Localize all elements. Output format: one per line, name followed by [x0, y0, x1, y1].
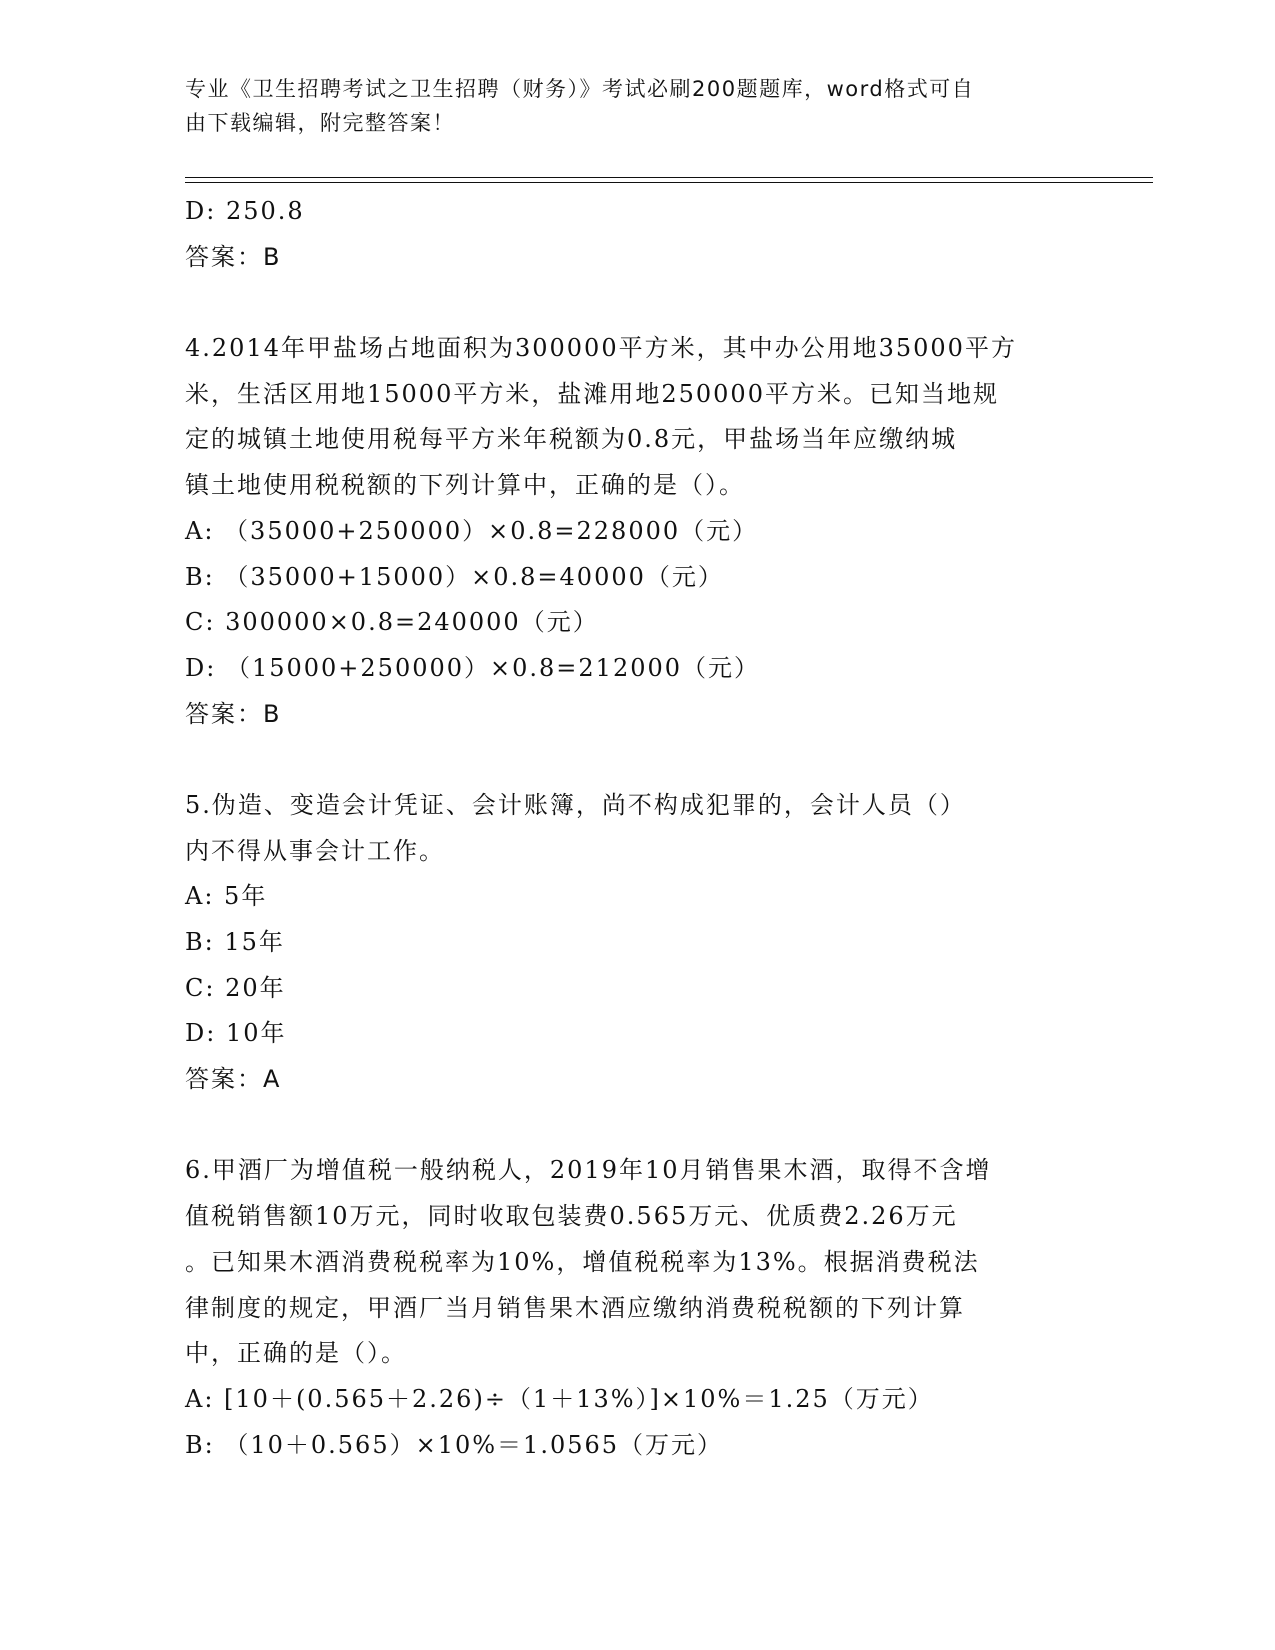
answer-line: 答案：B	[185, 699, 282, 728]
spacer	[185, 1103, 1085, 1149]
header-divider-bottom	[185, 182, 1153, 183]
question-stem-line: 内不得从事会计工作。	[185, 836, 445, 865]
option-c: C: 20年	[185, 973, 286, 1002]
option-b: B: （10＋0.565）×10%＝1.0565（万元）	[185, 1430, 724, 1459]
document-body	[185, 189, 1085, 1468]
question-stem-line: 定的城镇土地使用税每平方米年税额为0.8元，甲盐场当年应缴纳城	[185, 425, 958, 454]
question-4	[185, 326, 1085, 737]
question-stem-line: 5.伪造、变造会计凭证、会计账簿，尚不构成犯罪的，会计人员（）	[185, 790, 966, 819]
question-stem-line: 镇土地使用税税额的下列计算中，正确的是（）。	[185, 471, 745, 500]
question-stem-line: 6.甲酒厂为增值税一般纳税人，2019年10月销售果木酒，取得不含增	[185, 1156, 992, 1185]
question-stem-line: 中，正确的是（）。	[185, 1339, 407, 1368]
answer-line: 答案：A	[185, 1065, 282, 1094]
header-line-1: 专业《卫生招聘考试之卫生招聘（财务）》考试必刷200题题库，word格式可自	[185, 77, 975, 101]
question-stem-line: 4.2014年甲盐场占地面积为300000平方米，其中办公用地35000平方	[185, 334, 1017, 363]
option-d: D: （15000+250000）×0.8=212000（元）	[185, 653, 761, 682]
question-5	[185, 783, 1085, 1103]
header-line-2: 由下载编辑，附完整答案！	[185, 111, 455, 135]
option-b: B: （35000+15000）×0.8=40000（元）	[185, 562, 724, 591]
option-a: A: 5年	[185, 882, 268, 911]
option-a: A: [10＋(0.565＋2.26)÷（1＋13%）]×10%＝1.25（万元）	[185, 1384, 934, 1413]
option-c: C: 300000×0.8=240000（元）	[185, 608, 599, 637]
option-b: B: 15年	[185, 928, 285, 956]
spacer	[185, 737, 1085, 783]
question-stem-line: 律制度的规定，甲酒厂当月销售果木酒应缴纳消费税税额的下列计算	[185, 1293, 965, 1322]
question-6	[185, 1148, 1085, 1468]
answer-line: 答案：B	[185, 242, 282, 271]
header-divider-top	[185, 177, 1153, 178]
question-3-tail	[185, 189, 1085, 280]
option-a: A: （35000+250000）×0.8=228000（元）	[185, 516, 759, 545]
spacer	[185, 280, 1085, 326]
question-stem-line: 值税销售额10万元，同时收取包装费0.565万元、优质费2.26万元	[185, 1202, 958, 1231]
option-d: D: 250.8	[185, 197, 305, 225]
question-stem-line: 。已知果木酒消费税税率为10%，增值税税率为13%。根据消费税法	[185, 1247, 980, 1276]
page-header	[185, 72, 1085, 140]
question-stem-line: 米，生活区用地15000平方米，盐滩用地250000平方米。已知当地规	[185, 379, 999, 408]
option-d: D: 10年	[185, 1019, 287, 1048]
